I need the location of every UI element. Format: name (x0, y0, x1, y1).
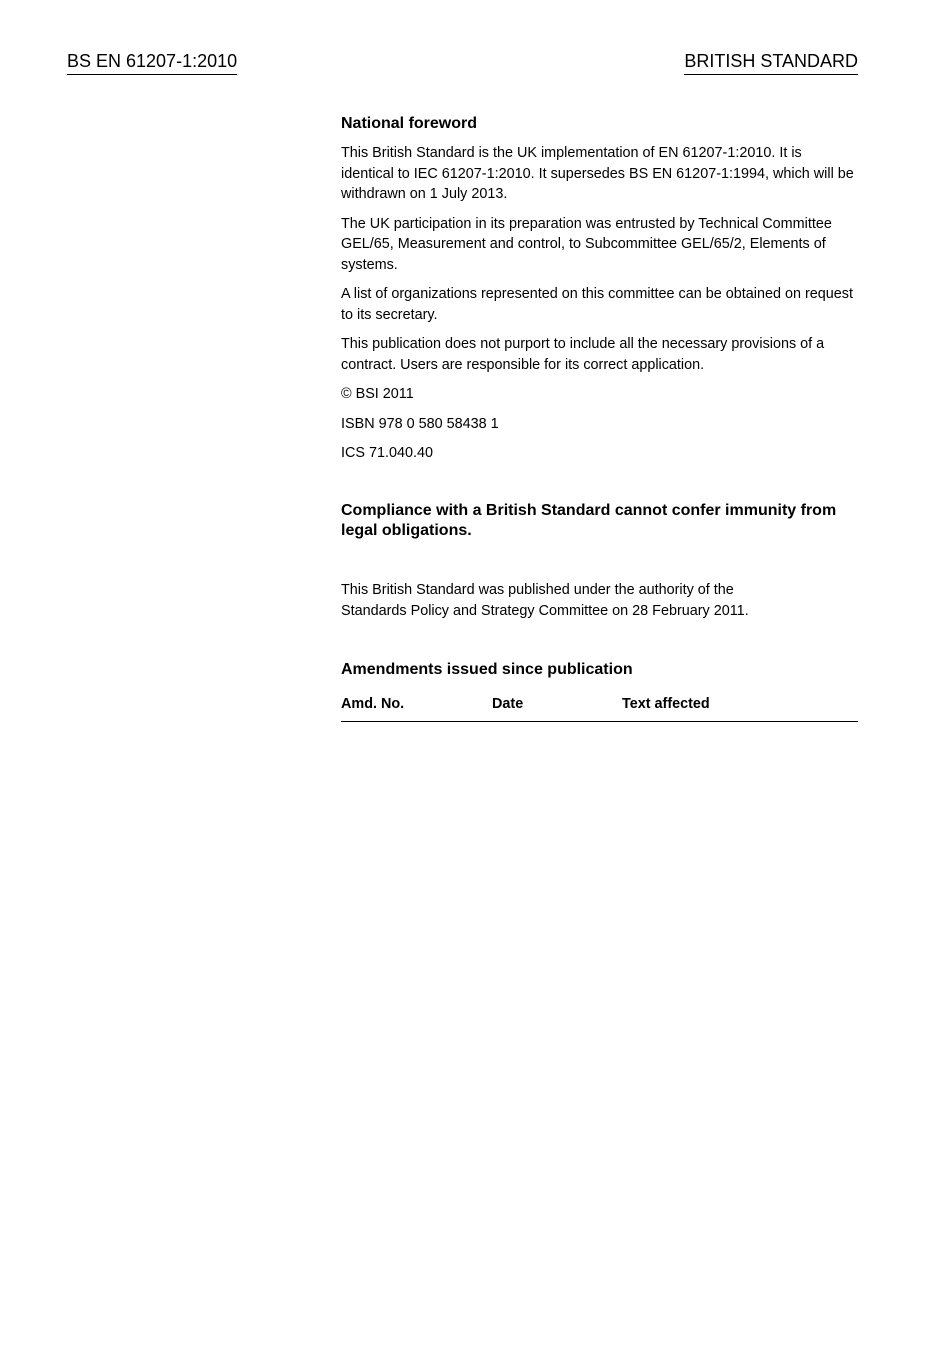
foreword-paragraph-provisions: This publication does not purport to include all the necessary provisions of a contract. Users are responsible for its correct application. (341, 336, 825, 373)
foreword-paragraph-participation: The UK participation in its preparation was entrusted by Technical Committee GEL/65, Measurement and control, to Subcommittee GEL/65/2, Elements of systems. (341, 215, 832, 273)
foreword-paragraph-organizations: A list of organizations represented on this committee can be obtained on request to its secretary. (341, 286, 853, 323)
amendments-table (341, 696, 858, 722)
column-header-text-affected: Text affected (622, 696, 858, 722)
authority-line-2: Standards Policy and Strategy Committee on 28 February 2011. (341, 602, 749, 619)
national-foreword-heading: National foreword (341, 115, 478, 132)
amendments-header-row (341, 696, 858, 722)
isbn-line: ISBN 978 0 580 58438 1 (341, 415, 499, 432)
column-header-date: Date (492, 696, 622, 722)
copyright-line: © BSI 2011 (341, 386, 414, 402)
foreword-paragraph-implementation: This British Standard is the UK implementation of EN 61207-1:2010. It is identical to IEC 61207-1:2010. It supersedes BS EN 61207-1:1994, which will be withdrawn on 1 July 2013. (341, 145, 854, 202)
authority-line-1: This British Standard was published under the authority of the (341, 581, 734, 598)
publication-authority (341, 580, 858, 622)
compliance-statement: Compliance with a British Standard cannot confer immunity from legal obligations. (341, 501, 837, 539)
foreword-content (341, 114, 858, 722)
ics-line: ICS 71.040.40 (341, 445, 434, 461)
amendments-heading: Amendments issued since publication (341, 660, 633, 678)
document-number: BS EN 61207-1:2010 (67, 50, 237, 75)
column-header-amd-no: Amd. No. (341, 696, 492, 722)
standard-series-label: BRITISH STANDARD (684, 50, 858, 75)
